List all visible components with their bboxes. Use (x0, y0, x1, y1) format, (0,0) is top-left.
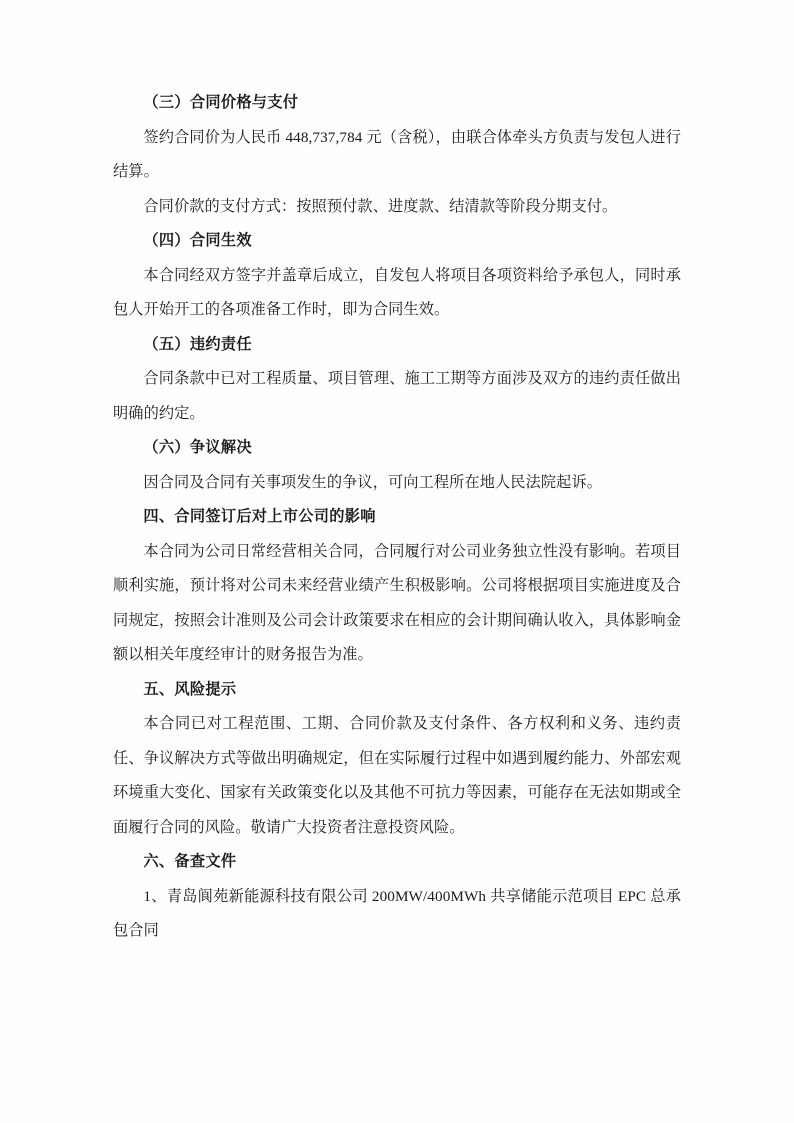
section-heading-impact-on-company: 四、合同签订后对上市公司的影响 (143, 508, 376, 525)
paragraph-dispute-resolution: 因合同及合同有关事项发生的争议，可向工程所在地人民法院起诉。 (143, 473, 603, 491)
paragraph-risk-warning: 本合同已对工程范围、工期、合同价款及支付条件、各方权利和义务、违约责任、争议解决方式等做出明确规定，但在实际履行过程中如遇到履约能力、外部宏观环境重大变化、国家有关政策变化以及其他不可抗力等因素，可能存在无法如期或全面履行合同的风险。敬请广大投资者注意投资风险。 (113, 715, 681, 836)
paragraph-contract-effective: 本合同经双方签字并盖章后成立，自发包人将项目各项资料给予承包人，同时承包人开始开工的各项准备工作时，即为合同生效。 (113, 266, 681, 318)
section-heading-contract-effective: （四）合同生效 (143, 232, 252, 249)
section-heading-reference-documents: 六、备查文件 (143, 853, 237, 870)
paragraph-reference-document-1: 1、青岛阆苑新能源科技有限公司 200MW/400MWh 共享储能示范项目 EPC 总承包合同 (113, 887, 681, 939)
section-heading-contract-price: （三）合同价格与支付 (143, 94, 299, 111)
section-heading-risk-warning: 五、风险提示 (143, 680, 237, 698)
paragraph-payment-method: 合同价款的支付方式：按照预付款、进度款、结清款等阶段分期支付。 (143, 197, 618, 215)
paragraph-breach-liability: 合同条款中已对工程质量、项目管理、施工工期等方面涉及双方的违约责任做出明确的约定。 (113, 370, 681, 422)
document-body (113, 86, 681, 949)
section-heading-dispute-resolution: （六）争议解决 (143, 439, 252, 456)
paragraph-impact-on-company: 本合同为公司日常经营相关合同，合同履行对公司业务独立性没有影响。若项目顺利实施，预计将对公司未来经营业绩产生积极影响。公司将根据项目实施进度及合同规定，按照会计准则及公司会计政策要求在相应的会计期间确认收入，具体影响金额以相关年度经审计的财务报告为准。 (113, 542, 681, 663)
paragraph-contract-amount: 签约合同价为人民币 448,737,784 元（含税），由联合体牵头方负责与发包人进行结算。 (113, 128, 681, 180)
section-heading-breach-liability: （五）违约责任 (143, 335, 252, 353)
